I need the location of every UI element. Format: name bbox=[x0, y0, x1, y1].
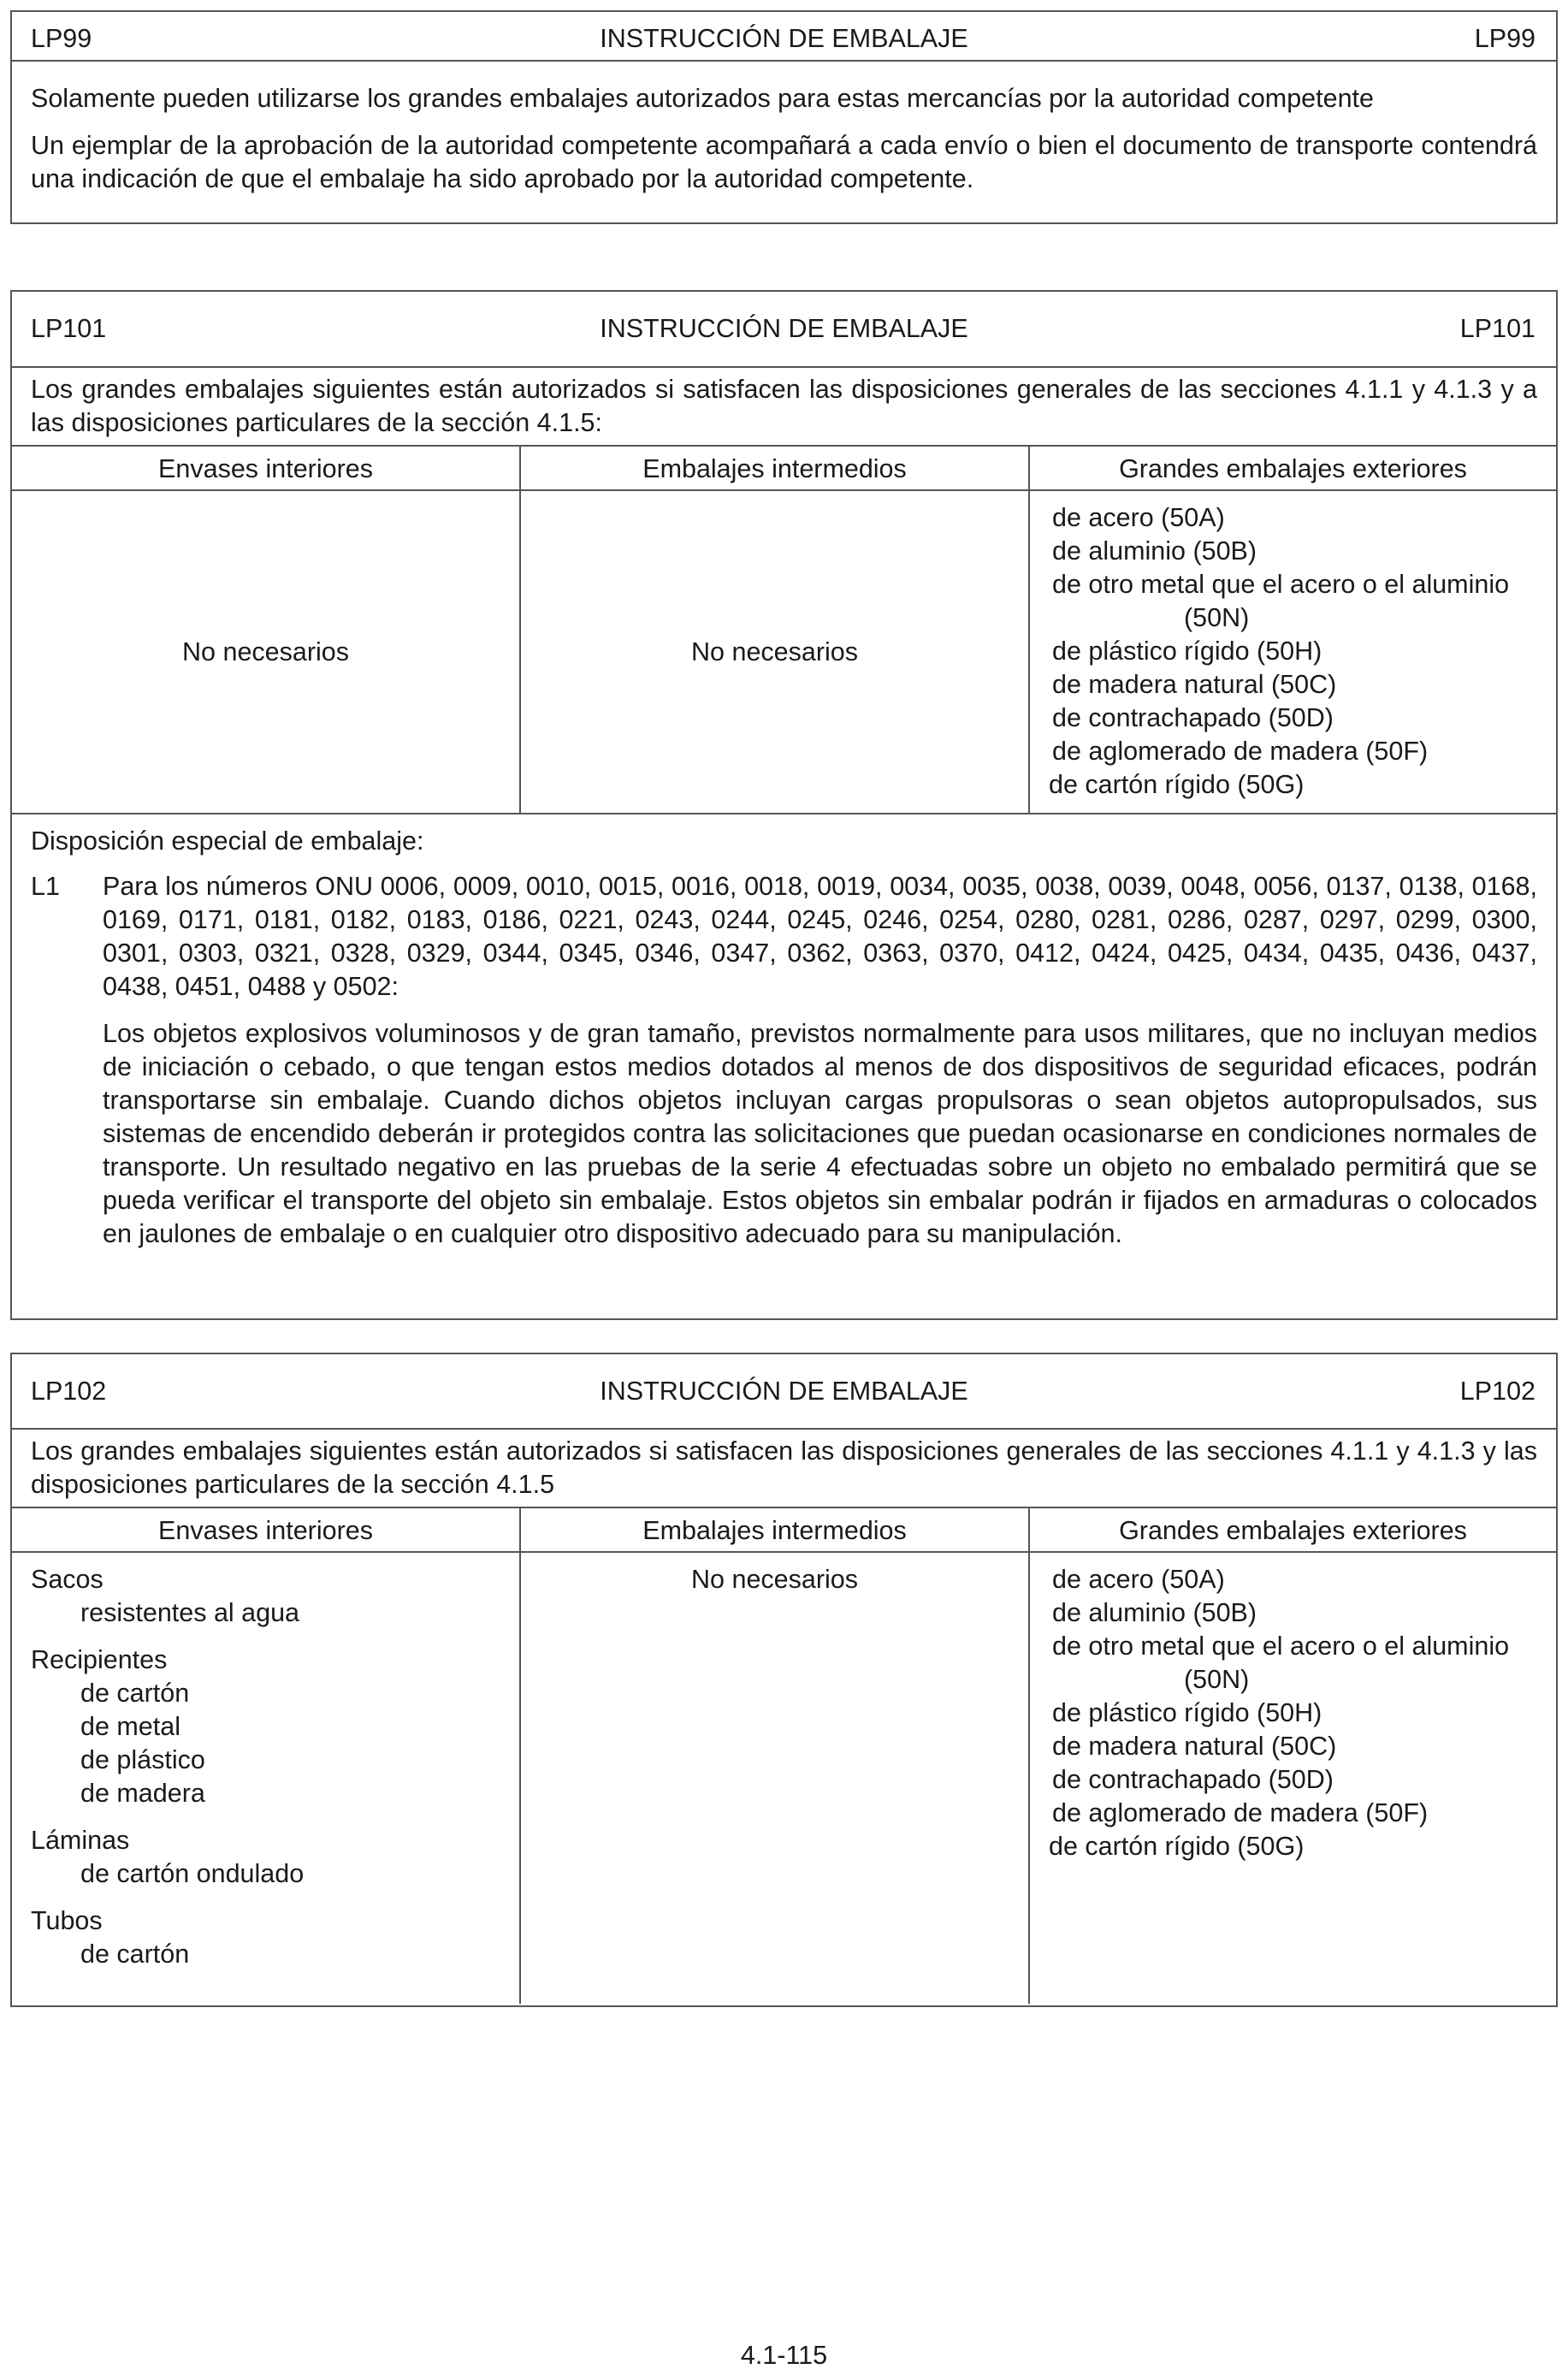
list-item: Sacos bbox=[31, 1565, 104, 1594]
list-item: de plástico rígido (50H) bbox=[1052, 1698, 1322, 1727]
lp102-table-body bbox=[12, 1553, 1556, 2004]
lp102-header bbox=[12, 1354, 1556, 1430]
list-item: de cartón rígido (50G) bbox=[1049, 1832, 1305, 1861]
lp101-inner-value: No necesarios bbox=[182, 637, 349, 666]
lp99-box bbox=[10, 10, 1558, 224]
lp102-box bbox=[10, 1353, 1558, 2007]
list-item: de aglomerado de madera (50F) bbox=[1052, 1798, 1429, 1827]
list-item: resistentes al agua bbox=[80, 1598, 300, 1627]
lp101-col-outer-header: Grandes embalajes exteriores bbox=[1030, 447, 1556, 491]
list-item: de contrachapado (50D) bbox=[1052, 1765, 1334, 1794]
lp101-l1 bbox=[12, 870, 1556, 1251]
lp101-special-title: Disposición especial de embalaje: bbox=[31, 826, 424, 856]
lp101-header bbox=[12, 292, 1556, 368]
lp101-inner-cell bbox=[12, 491, 521, 813]
list-item: de madera natural (50C) bbox=[1052, 670, 1337, 699]
lp99-code-right: LP99 bbox=[1474, 24, 1535, 53]
lp102-col-intermediate-header: Embalajes intermedios bbox=[521, 1508, 1030, 1553]
lp102-code-left: LP102 bbox=[31, 1377, 107, 1406]
list-item: Láminas bbox=[31, 1826, 130, 1855]
lp99-header bbox=[12, 12, 1556, 62]
lp101-outer-cell bbox=[1030, 491, 1556, 813]
lp101-intermediate-value: No necesarios bbox=[691, 637, 858, 666]
list-item: de aglomerado de madera (50F) bbox=[1052, 737, 1429, 766]
list-item: de acero (50A) bbox=[1052, 1565, 1225, 1594]
list-item: (50N) bbox=[1184, 1665, 1250, 1694]
list-item: Recipientes bbox=[31, 1645, 168, 1674]
list-item: (50N) bbox=[1184, 603, 1250, 632]
lp101-code-left: LP101 bbox=[31, 314, 107, 343]
list-item: Tubos bbox=[31, 1906, 103, 1935]
lp102-col-inner-header: Envases interiores bbox=[12, 1508, 521, 1553]
list-item: de plástico bbox=[80, 1745, 205, 1774]
list-item: de cartón bbox=[80, 1940, 190, 1969]
list-item: de otro metal que el acero o el aluminio bbox=[1052, 570, 1510, 599]
lp102-table-header bbox=[12, 1507, 1556, 1553]
list-item: de cartón rígido (50G) bbox=[1049, 770, 1305, 799]
lp101-l1-label: L1 bbox=[31, 872, 60, 901]
list-item: de otro metal que el acero o el aluminio bbox=[1052, 1632, 1510, 1661]
lp99-title: INSTRUCCIÓN DE EMBALAJE bbox=[600, 24, 968, 53]
lp99-code-left: LP99 bbox=[31, 24, 92, 53]
lp102-col-outer-header: Grandes embalajes exteriores bbox=[1030, 1508, 1556, 1553]
lp102-outer-cell bbox=[1030, 1553, 1556, 2004]
lp101-table-header bbox=[12, 445, 1556, 491]
list-item: de plástico rígido (50H) bbox=[1052, 637, 1322, 666]
lp101-l1-text: Los objetos explosivos voluminosos y de gran tamaño, previstos normalmente para usos militares, que no incluyan medios de iniciación o cebado, o que tengan estos medios dotados al menos de dos dispositivos de seguridad eficaces, podrán transportarse sin embalaje. Cuando dichos objetos incluyan cargas propulsoras o sean objetos autopropulsados, sus sistemas de encendido deberán ir protegidos contra las solicitaciones que puedan ocasionarse en condiciones normales de transporte. Un resultado negativo en las pruebas de la serie 4 efectuadas sobre un objeto no embalado permitirá que se pueda verificar el transporte del objeto sin embalaje. Estos objetos sin embalar podrán ir fijados en armaduras o colocados en jaulones de embalaje o en cualquier otro dispositivo adecuado para su manipulación. bbox=[103, 1019, 1537, 1248]
lp101-l1-numbers: Para los números ONU 0006, 0009, 0010, 0015, 0016, 0018, 0019, 0034, 0035, 0038, 0039, 0048, 0056, 0137, 0138, 0168, 0169, 0171, 0181, 0182, 0183, 0186, 0221, 0243, 0244, 0245, 0246, 0254, 0280, 0281, 0286, 0287, 0297, 0299, 0300, 0301, 0303, 0321, 0328, 0329, 0344, 0345, 0346, 0347, 0362, 0363, 0370, 0412, 0424, 0425, 0434, 0435, 0436, 0437, 0438, 0451, 0488 y 0502: bbox=[103, 872, 1537, 1001]
lp101-table-body bbox=[12, 491, 1556, 814]
lp102-intermediate-cell bbox=[521, 1553, 1030, 2004]
lp101-intermediate-cell bbox=[521, 491, 1030, 813]
list-item: de cartón bbox=[80, 1679, 190, 1708]
lp101-title: INSTRUCCIÓN DE EMBALAJE bbox=[600, 314, 968, 343]
lp102-intro: Los grandes embalajes siguientes están autorizados si satisfacen las disposiciones generales de las secciones 4.1.1 y 4.1.3 y las disposiciones particulares de la sección 4.1.5 bbox=[31, 1436, 1537, 1499]
list-item: de acero (50A) bbox=[1052, 503, 1225, 532]
lp102-code-right: LP102 bbox=[1459, 1377, 1535, 1406]
lp102-inner-cell bbox=[12, 1553, 521, 2004]
list-item: de aluminio (50B) bbox=[1052, 1598, 1257, 1627]
list-item: de aluminio (50B) bbox=[1052, 536, 1257, 566]
lp102-intermediate-value: No necesarios bbox=[691, 1565, 858, 1594]
list-item: de metal bbox=[80, 1712, 180, 1741]
list-item: de madera bbox=[80, 1779, 205, 1808]
lp101-box bbox=[10, 290, 1558, 1320]
list-item: de cartón ondulado bbox=[80, 1859, 305, 1888]
lp99-paragraph-2: Un ejemplar de la aprobación de la autoridad competente acompañará a cada envío o bien el documento de transporte contendrá una indicación de que el embalaje ha sido aprobado por la autoridad competente. bbox=[31, 131, 1537, 193]
lp101-col-intermediate-header: Embalajes intermedios bbox=[521, 447, 1030, 491]
lp102-title: INSTRUCCIÓN DE EMBALAJE bbox=[600, 1377, 968, 1406]
page-number: 4.1-115 bbox=[740, 2341, 828, 2370]
lp101-col-inner-header: Envases interiores bbox=[12, 447, 521, 491]
lp101-code-right: LP101 bbox=[1459, 314, 1535, 343]
list-item: de madera natural (50C) bbox=[1052, 1732, 1337, 1761]
lp99-paragraph-1: Solamente pueden utilizarse los grandes embalajes autorizados para estas mercancías por la autoridad competente bbox=[31, 84, 1374, 113]
lp101-intro: Los grandes embalajes siguientes están autorizados si satisfacen las disposiciones generales de las secciones 4.1.1 y 4.1.3 y a las disposiciones particulares de la sección 4.1.5: bbox=[31, 375, 1537, 437]
list-item: de contrachapado (50D) bbox=[1052, 703, 1334, 732]
